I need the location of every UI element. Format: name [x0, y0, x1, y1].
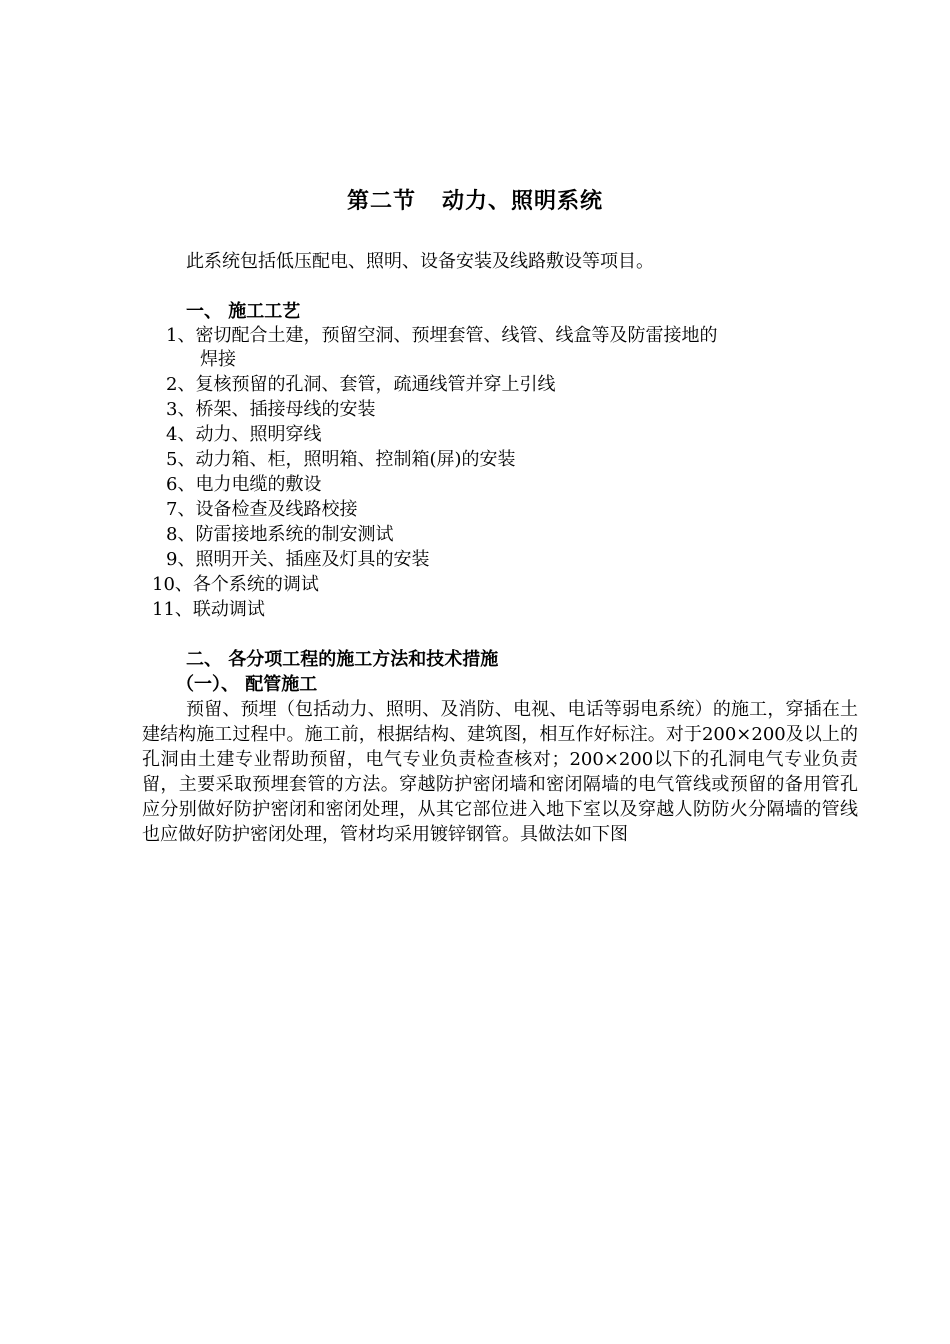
process-item-7: 7、设备检查及线路校接 — [166, 499, 358, 520]
process-item-11: 11、联动调试 — [152, 599, 265, 620]
process-item-1: 1、密切配合土建，预留空洞、预埋套管、线管、线盒等及防雷接地的 — [166, 325, 718, 346]
process-item-2: 2、复核预留的孔洞、套管，疏通线管并穿上引线 — [166, 374, 556, 395]
intro-text: 此系统包括低压配电、照明、设备安装及线路敷设等项目。 — [186, 251, 654, 272]
page-title: 第二节 动力、照明系统 — [347, 188, 603, 214]
process-item-1-continued: 焊接 — [200, 349, 236, 370]
process-item-5: 5、动力箱、柜，照明箱、控制箱(屏)的安装 — [166, 449, 516, 470]
process-item-8: 8、防雷接地系统的制安测试 — [166, 524, 394, 545]
process-item-6: 6、电力电缆的敷设 — [166, 474, 322, 495]
process-item-9: 9、照明开关、插座及灯具的安装 — [166, 549, 430, 570]
process-item-10: 10、各个系统的调试 — [152, 574, 319, 595]
section2-heading: 二、 各分项工程的施工方法和技术措施 — [186, 649, 499, 670]
section1-heading: 一、 施工工艺 — [186, 301, 301, 322]
process-item-3: 3、桥架、插接母线的安装 — [166, 399, 376, 420]
piping-paragraph: 预留、预埋（包括动力、照明、及消防、电视、电话等弱电系统）的施工，穿插在土建结构施工过程中。施工前，根据结构、建筑图，相互作好标注。对于200×200及以上的孔洞由土建专业帮助预留，电气专业负责检查核对；200×200以下的孔洞电气专业负责留，主要采取预埋套管的方法。穿越防护密闭墙和密闭隔墙的电气管线或预留的备用管孔应分别做好防护密闭和密闭处理，从其它部位进入地下室以及穿越人防防火分隔墙的管线也应做好防护密闭处理，管材均采用镀锌钢管。具做法如下图 — [142, 699, 858, 845]
section2-subheading: （一）、 配管施工 — [176, 674, 318, 695]
process-item-4: 4、动力、照明穿线 — [166, 424, 322, 445]
